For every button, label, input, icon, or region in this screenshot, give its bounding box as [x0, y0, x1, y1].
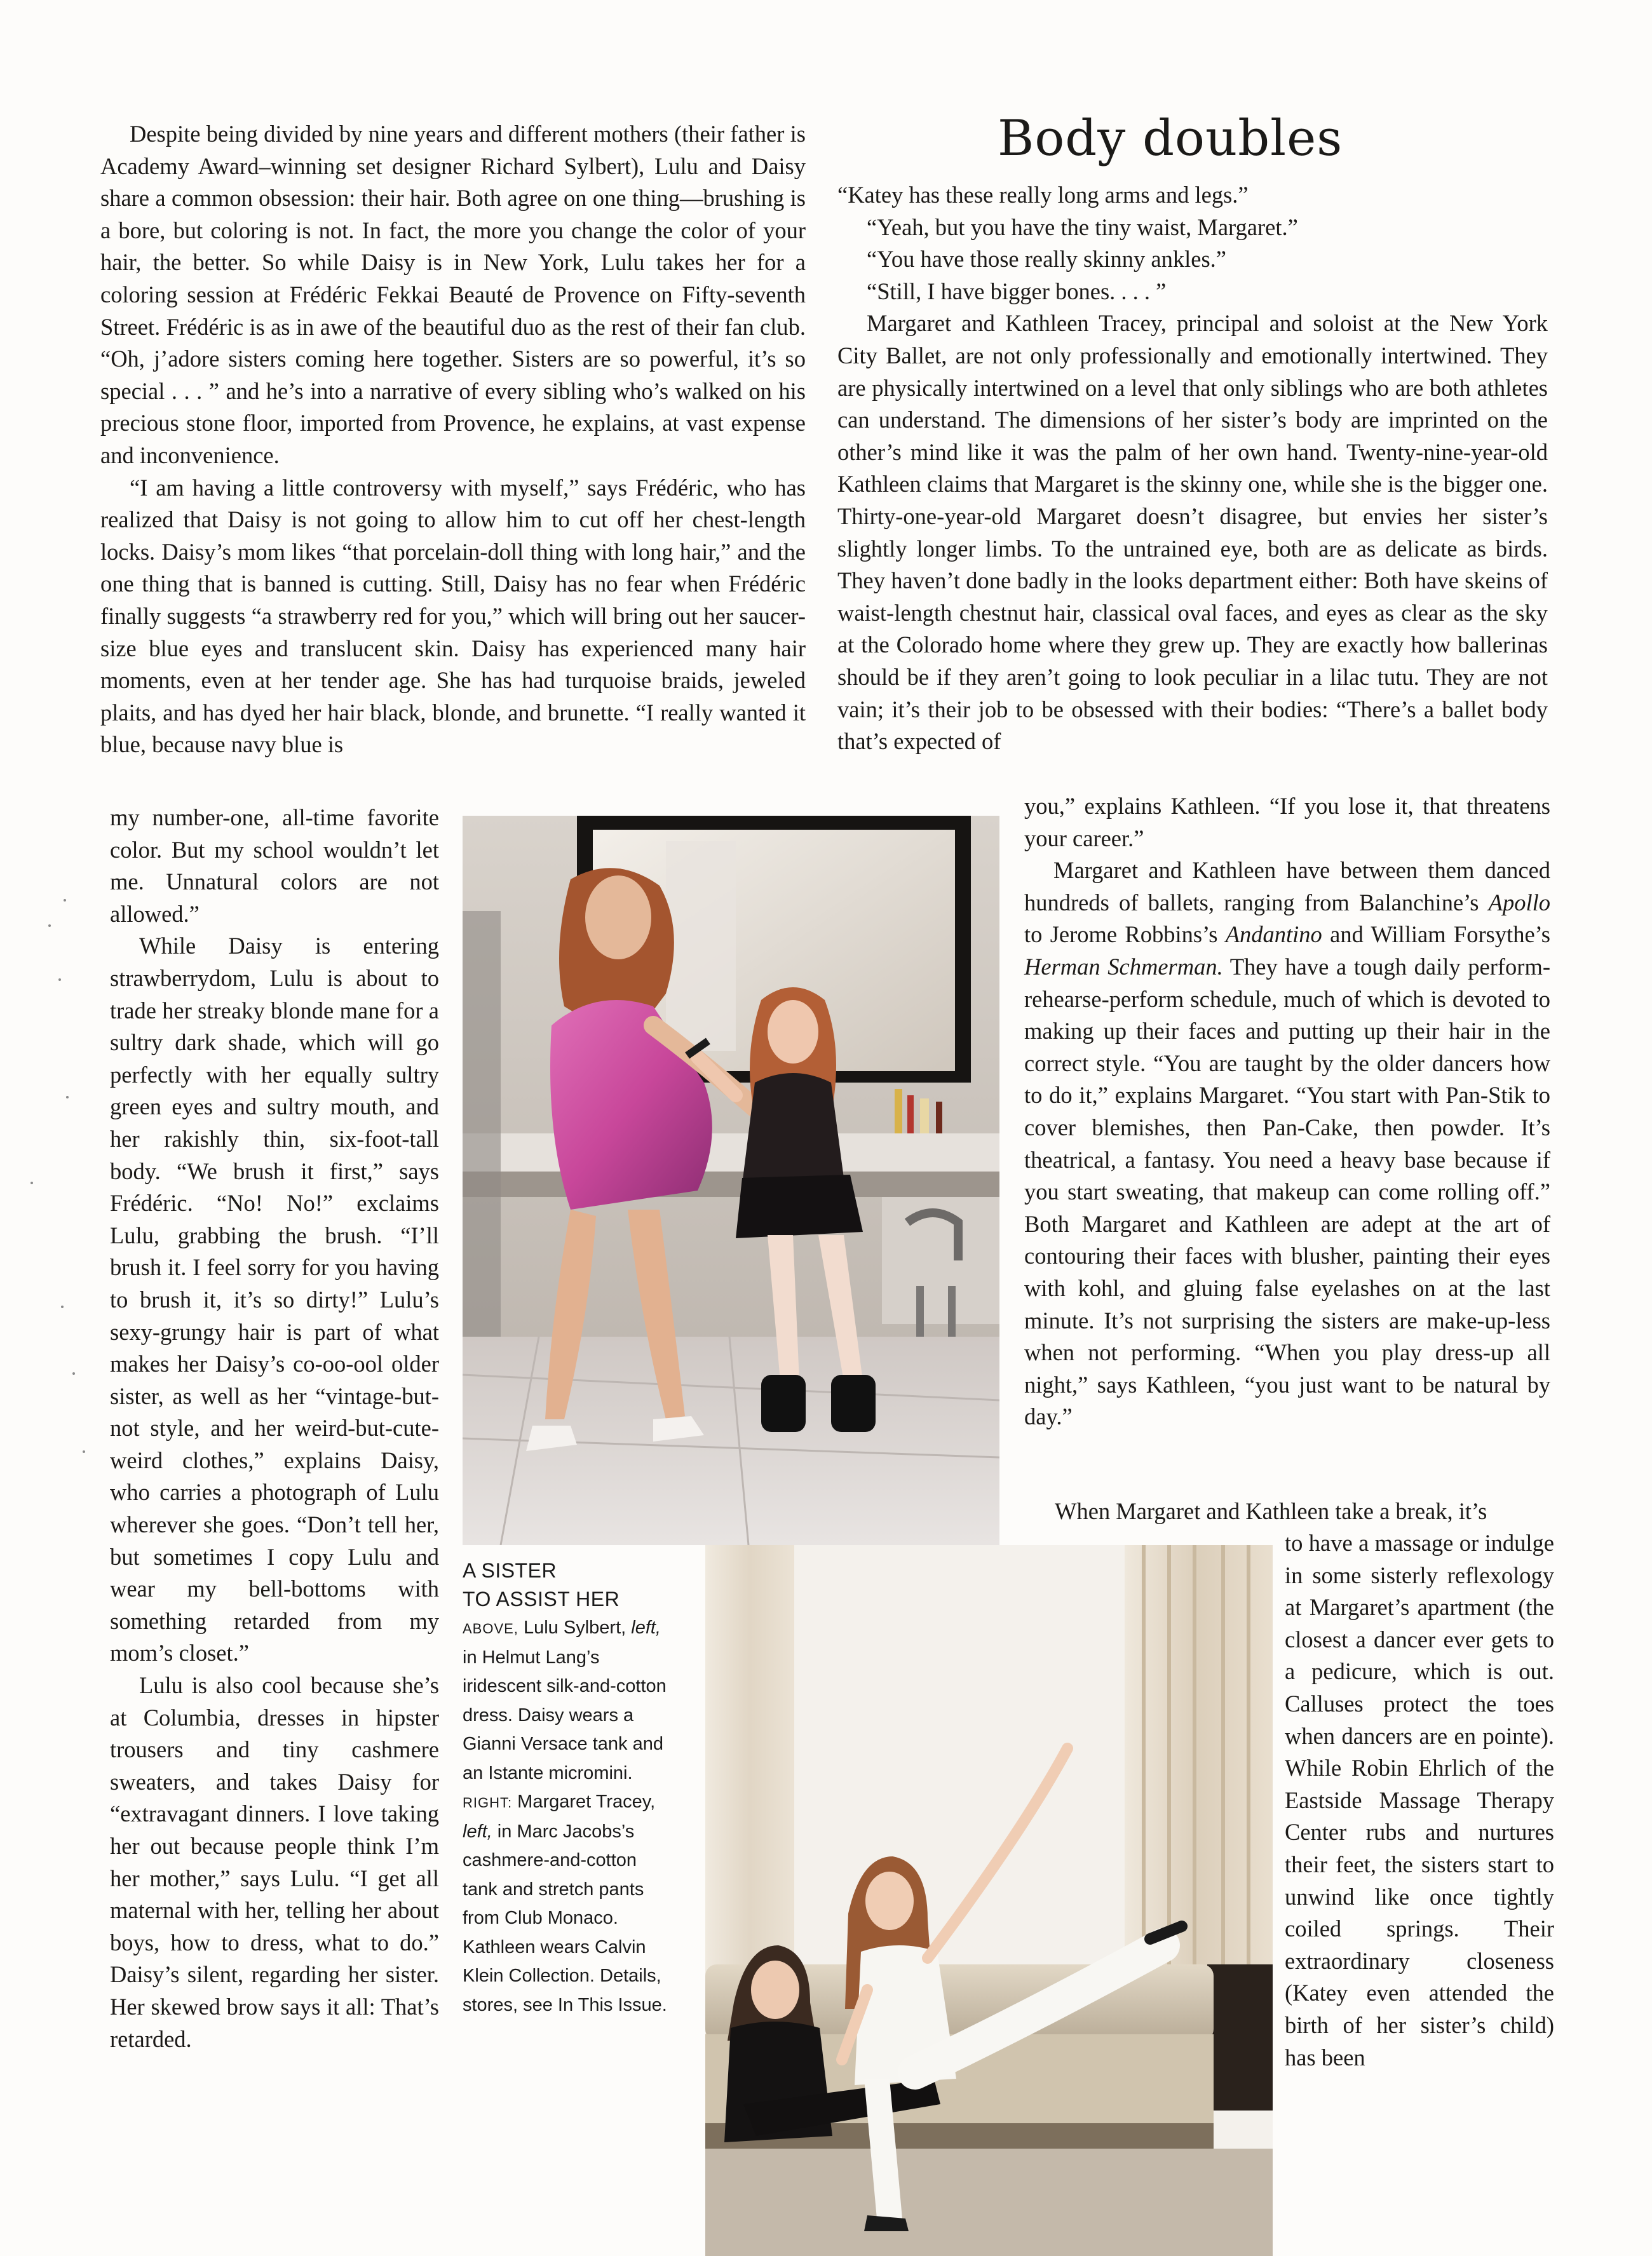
scan-speck — [58, 978, 61, 981]
scan-speck — [30, 1182, 33, 1184]
right-paragraph-3-narrow: to have a massage or indulge in some sisterly reflexology at Margaret’s apartment (the closest a dancer ever gets to a pedicure, which is out. Calluses protect the toes when dancers are en pointe). While Robin Ehrlich of the Eastside Massage Therapy Center rubs and nurtures their feet, the sisters start to unwind like once tightly coiled springs. Their extraordinary closeness (Katey even attended the birth of her sister’s child) has been — [1285, 1530, 1554, 2070]
right-column-break-line — [1055, 1496, 1550, 1528]
scan-speck — [66, 1096, 69, 1098]
photo-ballerina-sisters — [705, 1545, 1273, 2256]
caption-heading-2: TO ASSIST HER — [463, 1588, 620, 1611]
dialogue-line-3: “You have those really skinny ankles.” — [867, 246, 1226, 273]
caption-text-3: Margaret Tracey, — [512, 1792, 656, 1812]
ballet-title-andantino: Andantino — [1225, 921, 1322, 948]
right-column-middle — [1024, 790, 1550, 1433]
caption-heading-1: A SISTER — [463, 1559, 557, 1582]
caption-left-2: left, — [463, 1821, 492, 1842]
dialogue-line-4: “Still, I have bigger bones. . . . ” — [867, 278, 1167, 304]
ballet-title-herman: Herman Schmerman. — [1024, 953, 1223, 980]
p2-text-c: and William Forsythe’s — [1322, 921, 1550, 948]
headline: Body doubles — [998, 110, 1343, 167]
caption-text-2: in Helmut Lang’s iridescent silk-and-cotton dress. Daisy wears a Gianni Versace tank and an Istante micromini. — [463, 1647, 667, 1783]
dialogue-line-1: “Katey has these really long arms and legs.” — [837, 182, 1249, 208]
photo-caption — [463, 1557, 674, 2020]
right-column-top — [837, 179, 1548, 758]
caption-text-4: in Marc Jacobs’s cashmere-and-cotton tank and stretch pants from Club Monaco. Kathleen wears Calvin Klein Collection. Details, stores, see In This Issue. — [463, 1821, 667, 2015]
p2-text-b: to Jerome Robbins’s — [1024, 921, 1226, 948]
dialogue-line-2: “Yeah, but you have the tiny waist, Margaret.” — [867, 213, 1298, 240]
caption-left-1: left, — [631, 1618, 661, 1638]
right-paragraph-1-continued: you,” explains Kathleen. “If you lose it, that threatens your career.” — [1024, 793, 1550, 851]
scan-speck — [61, 1306, 64, 1308]
left-narrow-paragraph-2: While Daisy is entering strawberrydom, Lulu is about to trade her streaky blonde mane for a sultry dark shade, which will go perfectly with her equally sultry green eyes and sultry mouth, and her rakishly thin, six-foot-tall body. “We brush it first,” says Frédéric. “No! No!” exclaims Lulu, grabbing the brush. “I’ll brush it. I feel sorry for you having to brush it, it’s so dirty!” Lulu’s sexy-grungy hair is part of what makes her Daisy’s co-oo-ool older sister, as well as her “vintage-but-not style, and her weird-but-cute-weird clothes,” explains Daisy, who carries a photograph of Lulu wherever she goes. “Don’t tell her, but sometimes I copy Lulu and wear my bell-bottoms with something retarded from my mom’s closet.” — [110, 933, 439, 1666]
scan-speck — [48, 924, 51, 927]
left-narrow-paragraph-1: my number-one, all-time favorite color. But my school wouldn’t let me. Unnatural colors are not allowed.” — [110, 804, 439, 927]
scan-speck — [72, 1372, 75, 1375]
left-column-top — [100, 118, 806, 761]
left-narrow-paragraph-3: Lulu is also cool because she’s at Columbia, dresses in hipster trousers and tiny cashmere sweaters, and takes Daisy for “extravagant dinners. I love taking her out because people think I’m her mother,” says Lulu. “I get all maternal with her, telling her about boys, how to dress, what to do.” Daisy’s silent, regarding her sister. Her skewed brow says it all: That’s retarded. — [110, 1672, 439, 2052]
caption-above-label: ABOVE, — [463, 1621, 518, 1637]
left-column-narrow — [110, 802, 439, 2055]
scan-speck — [83, 1450, 85, 1453]
p2-text-d: They have a tough daily perform-rehearse-perform schedule, much of which is devoted to making up their faces and putting up their hair in the correct style. “You are taught by the older dancers how to do it,” explains Margaret. “You start with Pan-Stik to cover blemishes, then Pan-Cake, then powder. It’s theatrical, a fantasy. You need a heavy base because if you start sweating, that makeup can come rolling off.” Both Margaret and Kathleen are adept at the art of contouring their faces with blusher, painting their eyes with kohl, and gluing false eyelashes on at the last minute. It’s not surprising the sisters are make-up-less when not performing. “When you play dress-up all night,” says Kathleen, “you just want to be natural by day.” — [1024, 953, 1550, 1430]
right-column-narrow — [1285, 1527, 1554, 2074]
right-paragraph-1: Margaret and Kathleen Tracey, principal and soloist at the New York City Ballet, are not only professionally and emotionally intertwined. They are physically intertwined on a level that only siblings who are both athletes can understand. The dimensions of her sister’s body are imprinted on the other’s mind like it was the palm of her own hand. Twenty-nine-year-old Kathleen claims that Margaret is the skinny one, while she is the bigger one. Thirty-one-year-old Margaret doesn’t disagree, but envies her sister’s slightly longer limbs. To the untrained eye, both are as delicate as birds. They haven’t done badly in the looks department either: Both have skeins of waist-length chestnut hair, classical oval faces, and eyes as clear as the sky at the Colorado home where they grew up. They are exactly how ballerinas should be if they aren’t going to look peculiar in a lilac tutu. They are not vain; it’s their job to be obsessed with their bodies: “There’s a ballet body that’s expected of — [837, 310, 1548, 755]
right-paragraph-3-start: When Margaret and Kathleen take a break, it’s — [1055, 1498, 1487, 1524]
caption-body — [463, 1614, 674, 2020]
left-paragraph-1: Despite being divided by nine years and different mothers (their father is Academy Award–winning set designer Richard Sylbert), Lulu and Daisy share a common obsession: their hair. Both agree on one thing—brushing is a bore, but coloring is not. In fact, the more you change the color of your hair, the better. So while Daisy is in New York, Lulu takes her for a coloring session at Frédéric Fekkai Beauté de Provence on Fifty-seventh Street. Frédéric is as in awe of the beautiful duo as the rest of their fan club. “Oh, j’adore sisters coming here together. Sisters are so powerful, it’s so special . . . ” and he’s into a narrative of every sibling who’s walked on his precious stone floor, imported from Provence, he explains, at vast expense and inconvenience. — [100, 121, 806, 468]
photo-salon-sisters — [463, 816, 999, 1545]
left-paragraph-2: “I am having a little controversy with myself,” says Frédéric, who has realized that Daisy is not going to allow him to cut off her chest-length locks. Daisy’s mom likes “that porcelain-doll thing with long hair,” and the one thing that is banned is cutting. Still, Daisy has no fear when Frédéric finally suggests “a strawberry red for you,” which will bring out her saucer-size blue eyes and translucent skin. Daisy has experienced many hair moments, even at her tender age. She has had turquoise braids, jeweled plaits, and has dyed her hair black, blonde, and brunette. “I really wanted it blue, because navy blue is — [100, 474, 806, 758]
caption-text-1: Lulu Sylbert, — [518, 1618, 632, 1638]
scan-speck — [64, 899, 66, 902]
caption-right-label: RIGHT: — [463, 1795, 513, 1811]
ballet-title-apollo: Apollo — [1488, 889, 1550, 915]
right-paragraph-2 — [1024, 854, 1550, 1433]
p2-text-a: Margaret and Kathleen have between them danced hundreds of ballets, ranging from Balanchine’s — [1024, 857, 1550, 915]
